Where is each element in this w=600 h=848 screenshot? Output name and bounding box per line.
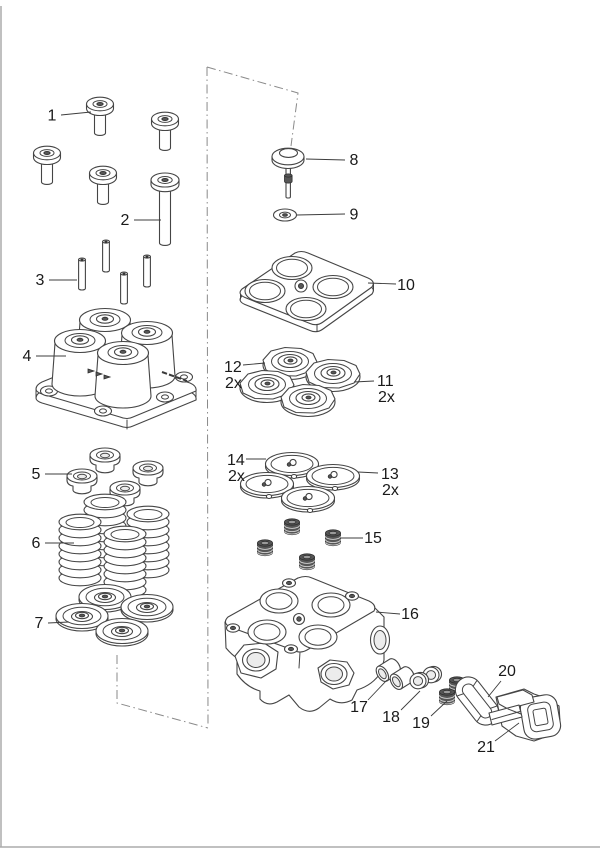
callout-6-number: 6 xyxy=(31,535,41,552)
callout-12-qty: 2x xyxy=(225,375,242,392)
small-spring xyxy=(285,519,300,535)
small-spring xyxy=(326,530,341,546)
callout-18-number: 18 xyxy=(382,709,400,726)
callout-3-number: 3 xyxy=(35,272,45,289)
callout-20-number: 20 xyxy=(498,663,516,680)
part-10-intermediate-plate xyxy=(240,252,373,332)
part-4-cover-assembly xyxy=(36,309,196,430)
callout-8-number: 8 xyxy=(349,152,359,169)
coil-spring xyxy=(59,514,101,586)
callout-5 xyxy=(32,466,72,483)
callout-10-number: 10 xyxy=(397,277,415,294)
spring-cap xyxy=(133,461,163,486)
spring-cap xyxy=(90,448,120,473)
callout-11-number: 11 xyxy=(377,373,394,390)
callout-1-number: 1 xyxy=(47,107,57,125)
valve-disc xyxy=(121,595,173,623)
screw xyxy=(34,146,61,184)
callout-13-number: 13 xyxy=(381,466,399,483)
callout-9 xyxy=(297,207,359,224)
callout-11-qty: 2x xyxy=(378,389,395,406)
small-spring xyxy=(300,554,315,570)
callout-10 xyxy=(368,277,415,294)
callout-1 xyxy=(48,108,91,125)
screw xyxy=(152,112,179,150)
pin xyxy=(144,255,151,287)
part-21-connector xyxy=(489,689,562,741)
callout-8 xyxy=(306,152,359,169)
part-7-valve-discs xyxy=(56,585,173,647)
screw xyxy=(87,97,114,135)
callout-21-number: 21 xyxy=(477,739,495,756)
callout-15-number: 15 xyxy=(364,530,382,547)
part-6-coil-springs xyxy=(59,494,169,598)
pin xyxy=(121,272,128,304)
parts-13-14-diaphragms xyxy=(241,453,360,513)
callout-19 xyxy=(412,701,447,732)
callout-4-number: 4 xyxy=(22,348,32,365)
spring-cap xyxy=(67,469,97,494)
callout-2-number: 2 xyxy=(120,212,130,229)
part-8-valve-tappet xyxy=(272,148,304,198)
small-spring xyxy=(258,540,273,556)
callout-5-number: 5 xyxy=(31,466,41,483)
callout-13-qty: 2x xyxy=(382,482,399,499)
part-16-valve-body xyxy=(225,577,390,712)
callout-9-number: 9 xyxy=(349,206,359,224)
pin xyxy=(103,240,110,272)
part-18-seal-rings xyxy=(410,666,442,688)
right-port xyxy=(371,626,390,654)
callout-13 xyxy=(358,466,399,499)
pin xyxy=(79,258,86,290)
callout-14-number: 14 xyxy=(227,452,245,469)
callout-15 xyxy=(341,530,382,547)
part-15-small-springs xyxy=(258,519,341,570)
callout-20 xyxy=(488,663,516,697)
part-9-washer xyxy=(274,209,297,221)
diaphragm xyxy=(282,487,335,513)
callout-19-number: 19 xyxy=(412,715,430,732)
callout-12-number: 12 xyxy=(224,359,242,376)
parts-11-12-diaphragm-covers xyxy=(240,348,360,417)
callout-7-number: 7 xyxy=(34,615,44,632)
spring-dome xyxy=(95,342,151,409)
part-3-pins xyxy=(79,240,151,304)
seal-ring xyxy=(410,672,429,688)
callout-14-qty: 2x xyxy=(228,468,245,485)
screw xyxy=(90,166,117,204)
callout-3 xyxy=(36,272,77,289)
diaphragm-cover xyxy=(281,385,335,417)
callout-21 xyxy=(477,723,519,756)
callout-17-number: 17 xyxy=(350,699,368,716)
valve-disc xyxy=(96,619,148,647)
callout-2 xyxy=(121,212,161,229)
small-spring xyxy=(440,689,455,705)
part-2-long-screw xyxy=(151,173,179,245)
callout-16-number: 16 xyxy=(401,606,419,623)
